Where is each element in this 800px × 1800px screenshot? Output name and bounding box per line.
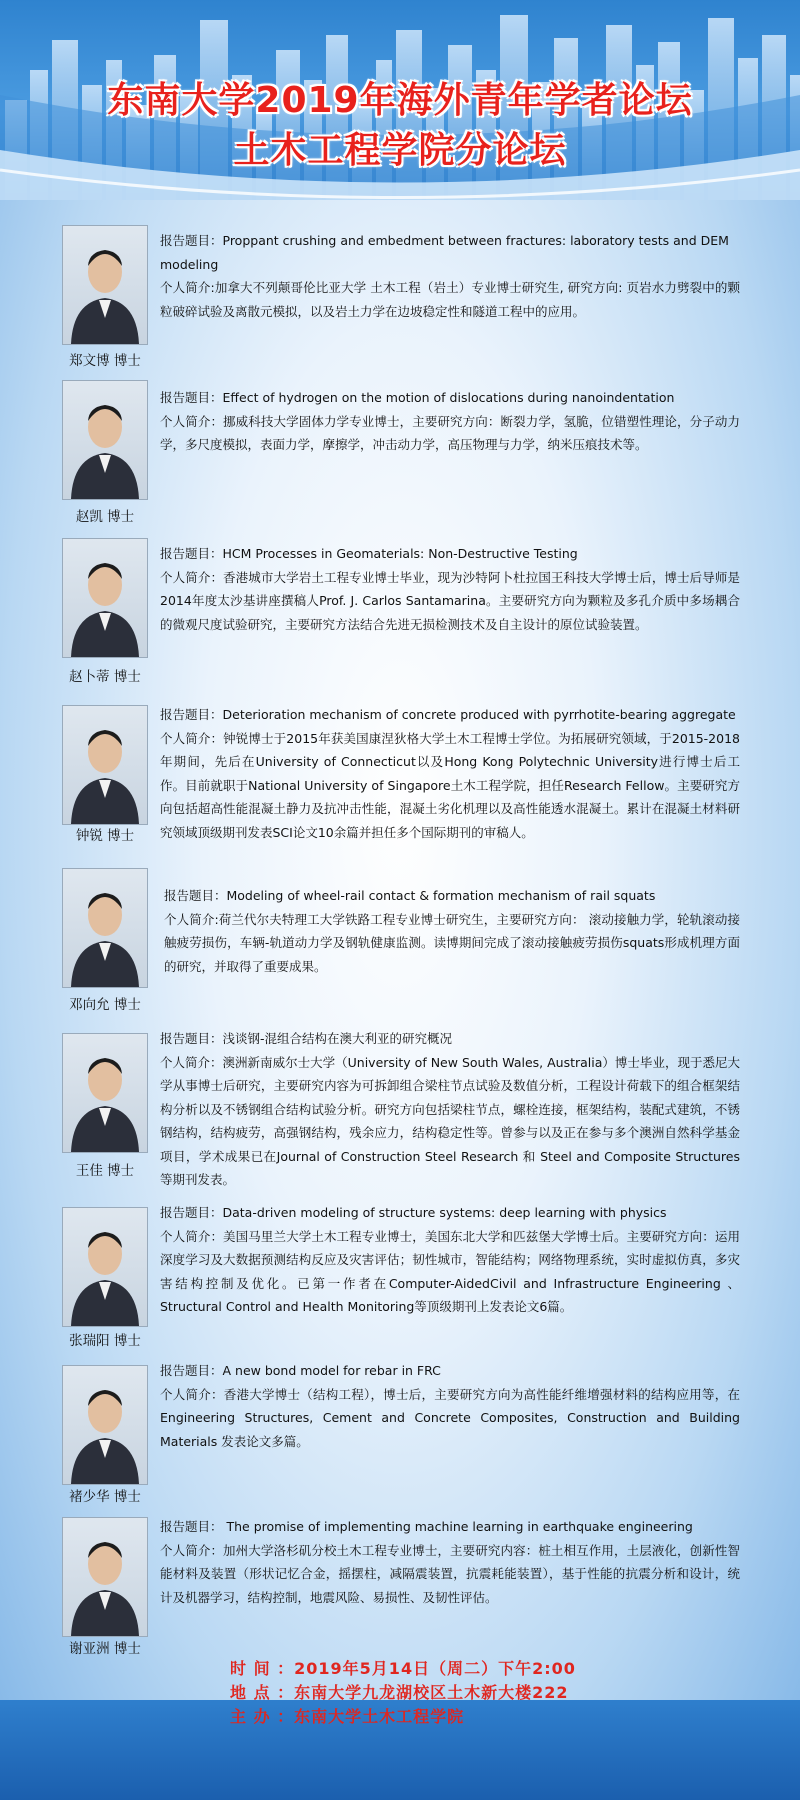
speaker-photo xyxy=(62,538,148,658)
speaker-intro: 个人简介：钟锐博士于2015年获美国康涅狄格大学土木工程博士学位。为拓展研究领域，于2015-2018年期间，先后在University of Connecticut以及Hong Kong Polytechnic University进行博士后工作。目前就职于National University of Singapore土木工程学院，担任Research Fellow。主要研究方向包括超高性能混凝土静力及抗冲击性能，混凝土劣化机理以及高性能透水混凝土。累计在混凝土材料研究领域顶级期刊发表SCI论文10余篇并担任多个国际期刊的审稿人。 xyxy=(160,730,740,840)
person-icon xyxy=(63,869,147,987)
poster-title-line2: 土木工程学院分论坛 xyxy=(233,130,567,171)
person-icon xyxy=(63,1518,147,1636)
speaker-intro: 个人简介:加拿大不列颠哥伦比亚大学 土木工程（岩土）专业博士研究生, 研究方向: 页岩水力劈裂中的颗粒破碎试验及离散元模拟，以及岩土力学在边坡稳定性和隧道工程中的应用。 xyxy=(160,280,740,319)
speaker-intro: 个人简介：挪威科技大学固体力学专业博士，主要研究方向：断裂力学，氢脆，位错塑性理论，分子动力学，多尺度模拟，表面力学，摩擦学，冲击动力学，高压物理与力学，纳米压痕技术等。 xyxy=(160,413,740,452)
speaker-name: 赵凯 博士 xyxy=(75,509,135,525)
speaker-photo xyxy=(62,225,148,345)
person-icon xyxy=(63,1034,147,1152)
report-topic: 报告题目：Deterioration mechanism of concrete produced with pyrrhotite-bearing aggregate xyxy=(160,707,736,722)
person-icon xyxy=(63,539,147,657)
speaker-photo xyxy=(62,868,148,988)
speaker-intro: 个人简介：美国马里兰大学土木工程专业博士，美国东北大学和匹兹堡大学博士后。主要研究方向：运用深度学习及大数据预测结构反应及灾害评估；韧性城市，智能结构；网络物理系统，实时虚拟仿真，多灾害结构控制及优化。已第一作者在Computer-AidedCivil and Infrastructure Engineering 、Structural Control and Health Monitoring等顶级期刊上发表论文6篇。 xyxy=(160,1228,740,1314)
person-icon xyxy=(63,1208,147,1326)
report-topic: 报告题目：HCM Processes in Geomaterials: Non-Destructive Testing xyxy=(160,546,578,561)
event-place: 地 点 ：东南大学九龙湖校区土木新大楼222 xyxy=(230,1683,569,1702)
person-icon xyxy=(63,706,147,824)
speaker-photo xyxy=(62,380,148,500)
speaker-name: 郑文博 博士 xyxy=(69,353,141,369)
event-time: 时 间 ：2019年5月14日（周二）下午2:00 xyxy=(230,1659,576,1678)
poster-title-line1: 东南大学2019年海外青年学者论坛 xyxy=(107,80,693,121)
speaker-photo xyxy=(62,1033,148,1153)
speaker-name: 褚少华 博士 xyxy=(69,1489,141,1505)
header-banner xyxy=(0,0,800,200)
speaker-intro: 个人简介：香港城市大学岩土工程专业博士毕业，现为沙特阿卜杜拉国王科技大学博士后，博士后导师是2014年度太沙基讲座撰稿人Prof. J. Carlos Santamarina。主要研究方向为颗粒及多孔介质中多场耦合的微观尺度试验研究，主要研究方法结合先进无损检测技术及自主设计的原位试验装置。 xyxy=(160,569,740,632)
speaker-name: 赵卜蒂 博士 xyxy=(69,669,141,685)
speaker-photo xyxy=(62,1365,148,1485)
speaker-photo xyxy=(62,1207,148,1327)
person-icon xyxy=(63,1366,147,1484)
report-topic: 报告题目：A new bond model for rebar in FRC xyxy=(160,1363,441,1378)
person-icon xyxy=(63,226,147,344)
speaker-intro: 个人简介：加州大学洛杉矶分校土木工程专业博士，主要研究内容：桩土相互作用，土层液化，创新性智能材料及装置（形状记忆合金，摇摆柱，减隔震装置，抗震耗能装置），基于性能的抗震分析和设计，统计及机器学习，结构控制，地震风险、易损性、及韧性评估。 xyxy=(160,1542,740,1605)
report-topic: 报告题目：Proppant crushing and embedment between fractures: laboratory tests and DEM modeling xyxy=(160,233,729,272)
speaker-name: 钟锐 博士 xyxy=(75,828,135,844)
event-host: 主 办 ：东南大学土木工程学院 xyxy=(230,1707,465,1726)
report-topic: 报告题目：Modeling of wheel-rail contact & formation mechanism of rail squats xyxy=(164,888,656,903)
speaker-name: 王佳 博士 xyxy=(75,1163,135,1179)
report-topic: 报告题目： The promise of implementing machine learning in earthquake engineering xyxy=(160,1519,693,1534)
speaker-intro: 个人简介：澳洲新南威尔士大学（University of New South Wales, Australia）博士毕业，现于悉尼大学从事博士后研究，主要研究内容为可拆卸组合梁柱节点试验及数值分析，工程设计荷载下的组合框架结构分析以及不锈钢组合结构试验分析。研究方向包括梁柱节点，螺栓连接，框架结构，装配式建筑，不锈钢结构，结构疲劳，高强钢结构，残余应力，结构稳定性等。曾参与以及正在参与多个澳洲自然科学基金项目，学术成果已在Journal of Construction Steel Research 和 Steel and Composite Structures 等期刊发表。 xyxy=(160,1054,740,1187)
speaker-name: 张瑞阳 博士 xyxy=(69,1333,141,1349)
speaker-intro: 个人简介:荷兰代尔夫特理工大学铁路工程专业博士研究生，主要研究方向： 滚动接触力学，轮轨滚动接触疲劳损伤，车辆-轨道动力学及钢轨健康监测。读博期间完成了滚动接触疲劳损伤squats形成机理方面的研究，并取得了重要成果。 xyxy=(164,911,740,974)
speaker-name: 邓向允 博士 xyxy=(69,997,141,1013)
report-topic: 报告题目：Effect of hydrogen on the motion of dislocations during nanoindentation xyxy=(160,390,675,405)
speaker-name: 谢亚洲 博士 xyxy=(69,1641,141,1657)
person-icon xyxy=(63,381,147,499)
report-topic: 报告题目：Data-driven modeling of structure systems: deep learning with physics xyxy=(160,1205,667,1220)
speaker-photo xyxy=(62,1517,148,1637)
speaker-photo xyxy=(62,705,148,825)
speaker-intro: 个人简介：香港大学博士（结构工程），博士后，主要研究方向为高性能纤维增强材料的结构应用等，在Engineering Structures, Cement and Concrete Composites, Construction and Building Materials 发表论文多篇。 xyxy=(160,1386,740,1449)
report-topic: 报告题目：浅谈钢-混组合结构在澳大利亚的研究概况 xyxy=(160,1031,453,1046)
